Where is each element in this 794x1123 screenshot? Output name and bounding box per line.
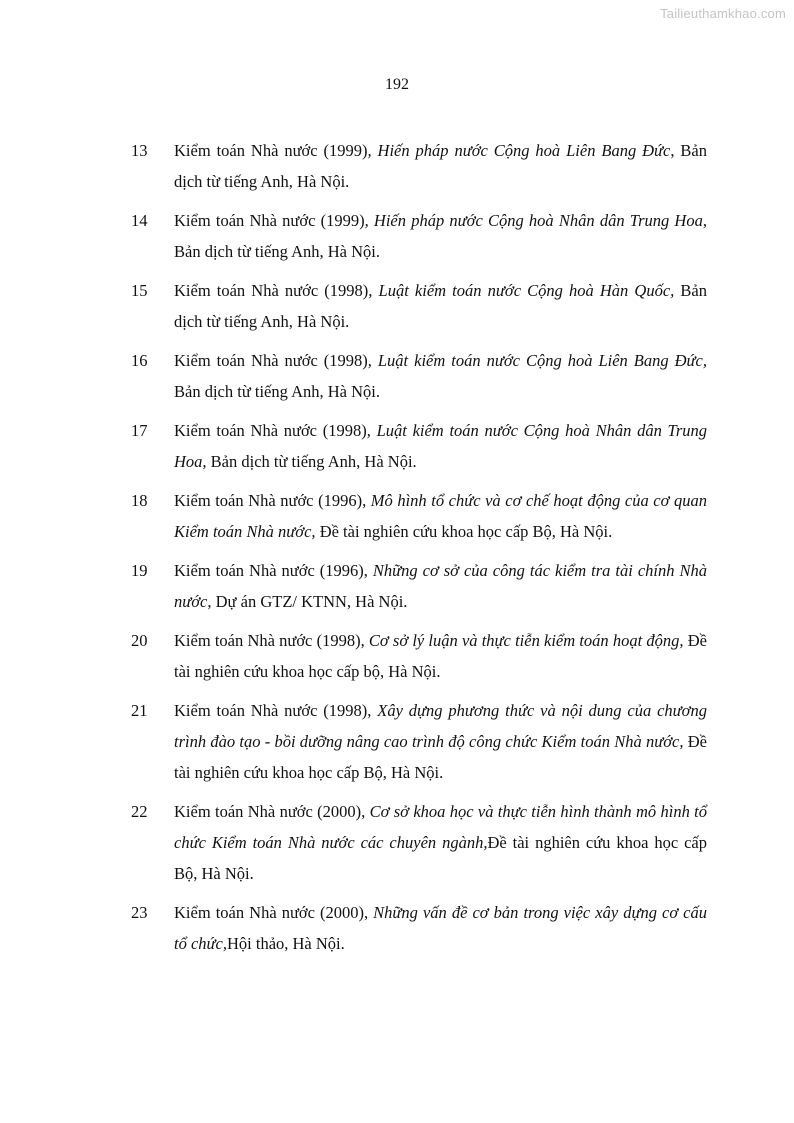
reference-title: Những cơ sở của công tác kiểm tra tài chính Nhà nước	[174, 561, 707, 611]
reference-author: Kiểm toán Nhà nước (1998),	[174, 701, 378, 720]
reference-author: Kiểm toán Nhà nước (1998)	[174, 351, 368, 370]
reference-publisher: , Bản dịch từ tiếng Anh, Hà Nội.	[174, 211, 707, 261]
reference-title: , Luật kiểm toán nước Cộng hoà Liên Bang Đức,	[367, 351, 707, 370]
reference-author: Kiểm toán Nhà nước (2000),	[174, 802, 370, 821]
reference-number: 17	[131, 421, 148, 440]
reference-title: , Hiến pháp nước Cộng hoà Nhân dân Trung Hoa	[364, 211, 703, 230]
reference-author: Kiểm toán Nhà nước (2000),	[174, 903, 374, 922]
reference-text	[174, 897, 707, 959]
reference-title: Những vấn đề cơ bản trong việc xây dựng cơ cấu tổ chức,	[174, 903, 707, 953]
reference-number: 13	[131, 141, 148, 160]
reference-item	[131, 275, 707, 337]
reference-text	[174, 555, 707, 617]
reference-item	[131, 345, 707, 407]
reference-item	[131, 897, 707, 959]
reference-number: 16	[131, 351, 148, 370]
reference-number: 19	[131, 561, 148, 580]
reference-title: Cơ sở khoa học và thực tiễn hình thành mô hình tổ chức Kiểm toán Nhà nước các chuyên ngành,	[174, 802, 707, 852]
reference-publisher: Đề tài nghiên cứu khoa học cấp Bộ, Hà Nội.	[315, 522, 613, 541]
reference-publisher: Hội thảo, Hà Nội.	[226, 934, 345, 953]
reference-title: , Hiến pháp nước Cộng hoà Liên Bang Đức	[367, 141, 671, 160]
reference-number: 21	[131, 701, 148, 720]
reference-publisher: , Bản dịch từ tiếng Anh, Hà Nội.	[174, 141, 707, 191]
reference-publisher: Đề tài nghiên cứu khoa học cấp Bộ, Hà Nội.	[174, 732, 707, 782]
reference-text	[174, 135, 707, 197]
reference-author: Kiểm toán Nhà nước (1996),	[174, 561, 373, 580]
reference-item	[131, 625, 707, 687]
reference-author: Kiểm toán Nhà nước (1999)	[174, 141, 368, 160]
reference-publisher: Bản dịch từ tiếng Anh, Hà Nội.	[206, 452, 417, 471]
reference-publisher: Đề tài nghiên cứu khoa học cấp Bộ, Hà Nội.	[174, 833, 708, 883]
reference-title: Cơ sở lý luận và thực tiễn kiểm toán hoạt động,	[368, 631, 684, 650]
reference-item	[131, 415, 707, 477]
reference-author: Kiểm toán Nhà nước (1996),	[174, 491, 371, 510]
reference-text	[174, 415, 707, 477]
reference-text	[174, 625, 707, 687]
reference-item	[131, 485, 707, 547]
reference-text	[174, 485, 707, 547]
reference-title: , Luật kiểm toán nước Cộng hoà Hàn Quốc,	[368, 281, 675, 300]
page-number: 192	[385, 76, 409, 93]
reference-number: 22	[131, 802, 148, 821]
reference-author: Kiểm toán Nhà nước (1998)	[174, 421, 367, 440]
reference-title: Mô hình tổ chức và cơ chế hoạt động của cơ quan Kiểm toán Nhà nước,	[174, 491, 707, 541]
reference-text	[174, 275, 707, 337]
reference-item	[131, 695, 707, 788]
reference-item	[131, 205, 707, 267]
reference-publisher: Bản dịch từ tiếng Anh, Hà Nội.	[174, 382, 381, 401]
reference-text	[174, 796, 707, 889]
reference-author: Kiểm toán Nhà nước (1998)	[174, 281, 369, 300]
reference-publisher: Đề tài nghiên cứu khoa học cấp bộ, Hà Nội.	[174, 631, 707, 681]
reference-author: Kiểm toán Nhà nước (1999)	[174, 211, 365, 230]
reference-text	[174, 345, 707, 407]
reference-number: 20	[131, 631, 148, 650]
reference-number: 18	[131, 491, 148, 510]
reference-text	[174, 695, 707, 788]
watermark: Tailieuthamkhao.com	[660, 6, 786, 21]
reference-item	[131, 555, 707, 617]
reference-item	[131, 796, 707, 889]
reference-number: 23	[131, 903, 148, 922]
reference-title: Xây dựng phương thức và nội dung của chương trình đào tạo - bồi dưỡng nâng cao trình độ công chức Kiểm toán Nhà nước,	[174, 701, 707, 751]
reference-publisher: Bản dịch từ tiếng Anh, Hà Nội.	[174, 281, 707, 331]
reference-list	[131, 135, 707, 967]
reference-number: 14	[131, 211, 148, 230]
reference-title: , Luật kiểm toán nước Cộng hoà Nhân dân Trung Hoa,	[174, 421, 707, 471]
reference-publisher: , Dự án GTZ/ KTNN, Hà Nội.	[207, 592, 408, 611]
reference-item	[131, 135, 707, 197]
reference-author: Kiểm toán Nhà nước (1998),	[174, 631, 369, 650]
reference-number: 15	[131, 281, 148, 300]
reference-text	[174, 205, 707, 267]
